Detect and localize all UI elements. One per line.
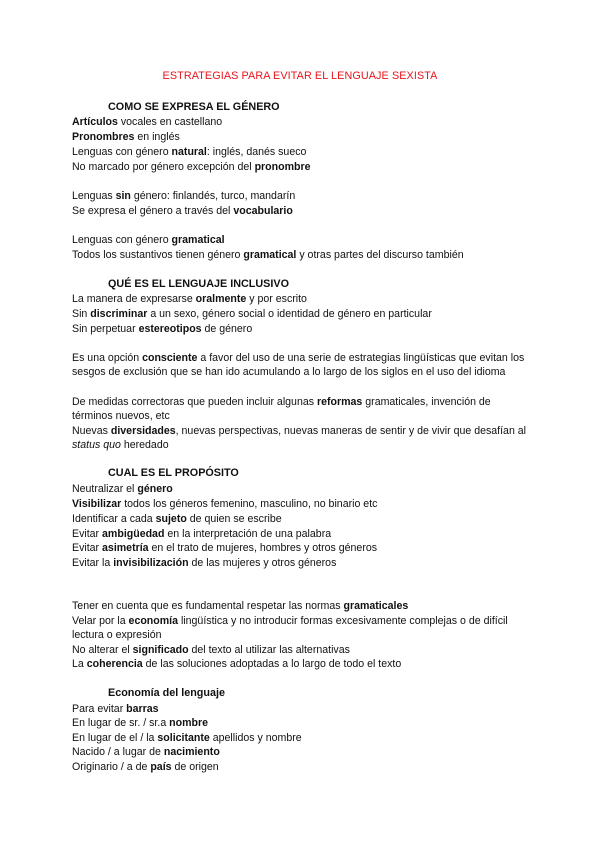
text-line: Artículos vocales en castellano (72, 116, 223, 128)
bold-term: discriminar (90, 308, 148, 320)
bold-term: economía (128, 615, 178, 627)
bold-term: sin (115, 190, 131, 202)
text-line: Lenguas con género natural: inglés, danés sueco (72, 146, 307, 158)
bold-term: estereotipos (138, 323, 202, 335)
bold-term: género (137, 483, 173, 495)
bold-term: consciente (142, 352, 198, 364)
bold-term: oralmente (195, 293, 247, 305)
bold-term: solicitante (157, 732, 210, 744)
text-line: Evitar la invisibilización de las mujeres y otros géneros (72, 557, 337, 569)
bold-term: Pronombres (72, 131, 135, 143)
bold-term: pronombre (254, 161, 311, 173)
text-line: Visibilizar todos los géneros femenino, masculino, no binario etc (72, 498, 378, 510)
text-line: Evitar asimetría en el trato de mujeres, hombres y otros géneros (72, 542, 378, 554)
bold-term: nombre (169, 717, 209, 729)
bold-term: asimetría (102, 542, 149, 554)
text-line: No alterar el significado del texto al utilizar las alternativas (72, 644, 350, 656)
text-line: La manera de expresarse oralmente y por escrito (72, 293, 307, 305)
text-line: Lenguas sin género: finlandés, turco, mandarín (72, 190, 296, 202)
text-line: En lugar de el / la solicitante apellidos y nombre (72, 732, 302, 744)
bold-term: gramaticales (343, 600, 409, 612)
bold-term: significado (132, 644, 189, 656)
text-line: No marcado por género excepción del pronombre (72, 161, 311, 173)
text-line: Lenguas con género gramatical (72, 234, 225, 246)
text-line: Identificar a cada sujeto de quien se escribe (72, 513, 282, 525)
text-line: Nacido / a lugar de nacimiento (72, 746, 220, 758)
bold-term: ambigüedad (102, 528, 165, 540)
bold-term: Artículos (72, 116, 118, 128)
bold-term: barras (126, 703, 159, 715)
bold-term: reformas (316, 396, 363, 408)
text-line: Sin discriminar a un sexo, género social o identidad de género en particular (72, 308, 432, 320)
bold-term: diversidades (110, 425, 176, 437)
text-paragraph: Es una opción consciente a favor del uso de una serie de estrategias lingüísticas que evitan los sesgos de exclusión que se han ido acumulando a lo largo de los siglos en el uso del idioma (72, 352, 525, 378)
text-line: Pronombres en inglés (72, 131, 180, 143)
bold-term: nacimiento (163, 746, 220, 758)
text-paragraph: De medidas correctoras que pueden incluir algunas reformas gramaticales, invención de términos nuevos, etc (72, 396, 491, 422)
bold-term: gramatical (171, 234, 225, 246)
text-line: Neutralizar el género (72, 483, 173, 495)
bold-term: invisibilización (113, 557, 189, 569)
bold-term: coherencia (86, 658, 143, 670)
text-paragraph: Nuevas diversidades, nuevas perspectivas, nuevas maneras de sentir y de vivir que desafían al status quo heredado (72, 425, 527, 451)
italic-term: status quo (72, 439, 121, 451)
bold-term: gramatical (243, 249, 297, 261)
section-heading-lenguaje-inclusivo: QUÉ ES EL LENGUAJE INCLUSIVO (108, 278, 289, 290)
text-line: Originario / a de país de origen (72, 761, 219, 773)
text-line: Se expresa el género a través del vocabulario (72, 205, 293, 217)
text-line: Tener en cuenta que es fundamental respetar las normas gramaticales (72, 600, 409, 612)
section-heading-economia-lenguaje: Economía del lenguaje (108, 687, 225, 699)
text-paragraph: Velar por la economía lingüística y no introducir formas excesivamente complejas o de difícil lectura o expresión (72, 615, 508, 641)
bold-term: vocabulario (233, 205, 293, 217)
text-line: En lugar de sr. / sr.a nombre (72, 717, 209, 729)
text-line: La coherencia de las soluciones adoptadas a lo largo de todo el texto (72, 658, 402, 670)
section-heading-expresa-genero: COMO SE EXPRESA EL GÉNERO (108, 101, 280, 113)
bold-term: país (150, 761, 172, 773)
text-line: Evitar ambigüedad en la interpretación de una palabra (72, 528, 332, 540)
section-heading-proposito: CUAL ES EL PROPÓSITO (108, 467, 239, 479)
bold-term: natural (171, 146, 207, 158)
document-title: ESTRATEGIAS PARA EVITAR EL LENGUAJE SEXISTA (162, 70, 438, 82)
bold-term: Visibilizar (72, 498, 122, 510)
text-line: Sin perpetuar estereotipos de género (72, 323, 253, 335)
text-line: Todos los sustantivos tienen género gramatical y otras partes del discurso también (72, 249, 464, 261)
bold-term: sujeto (155, 513, 187, 525)
text-line: Para evitar barras (72, 703, 159, 715)
